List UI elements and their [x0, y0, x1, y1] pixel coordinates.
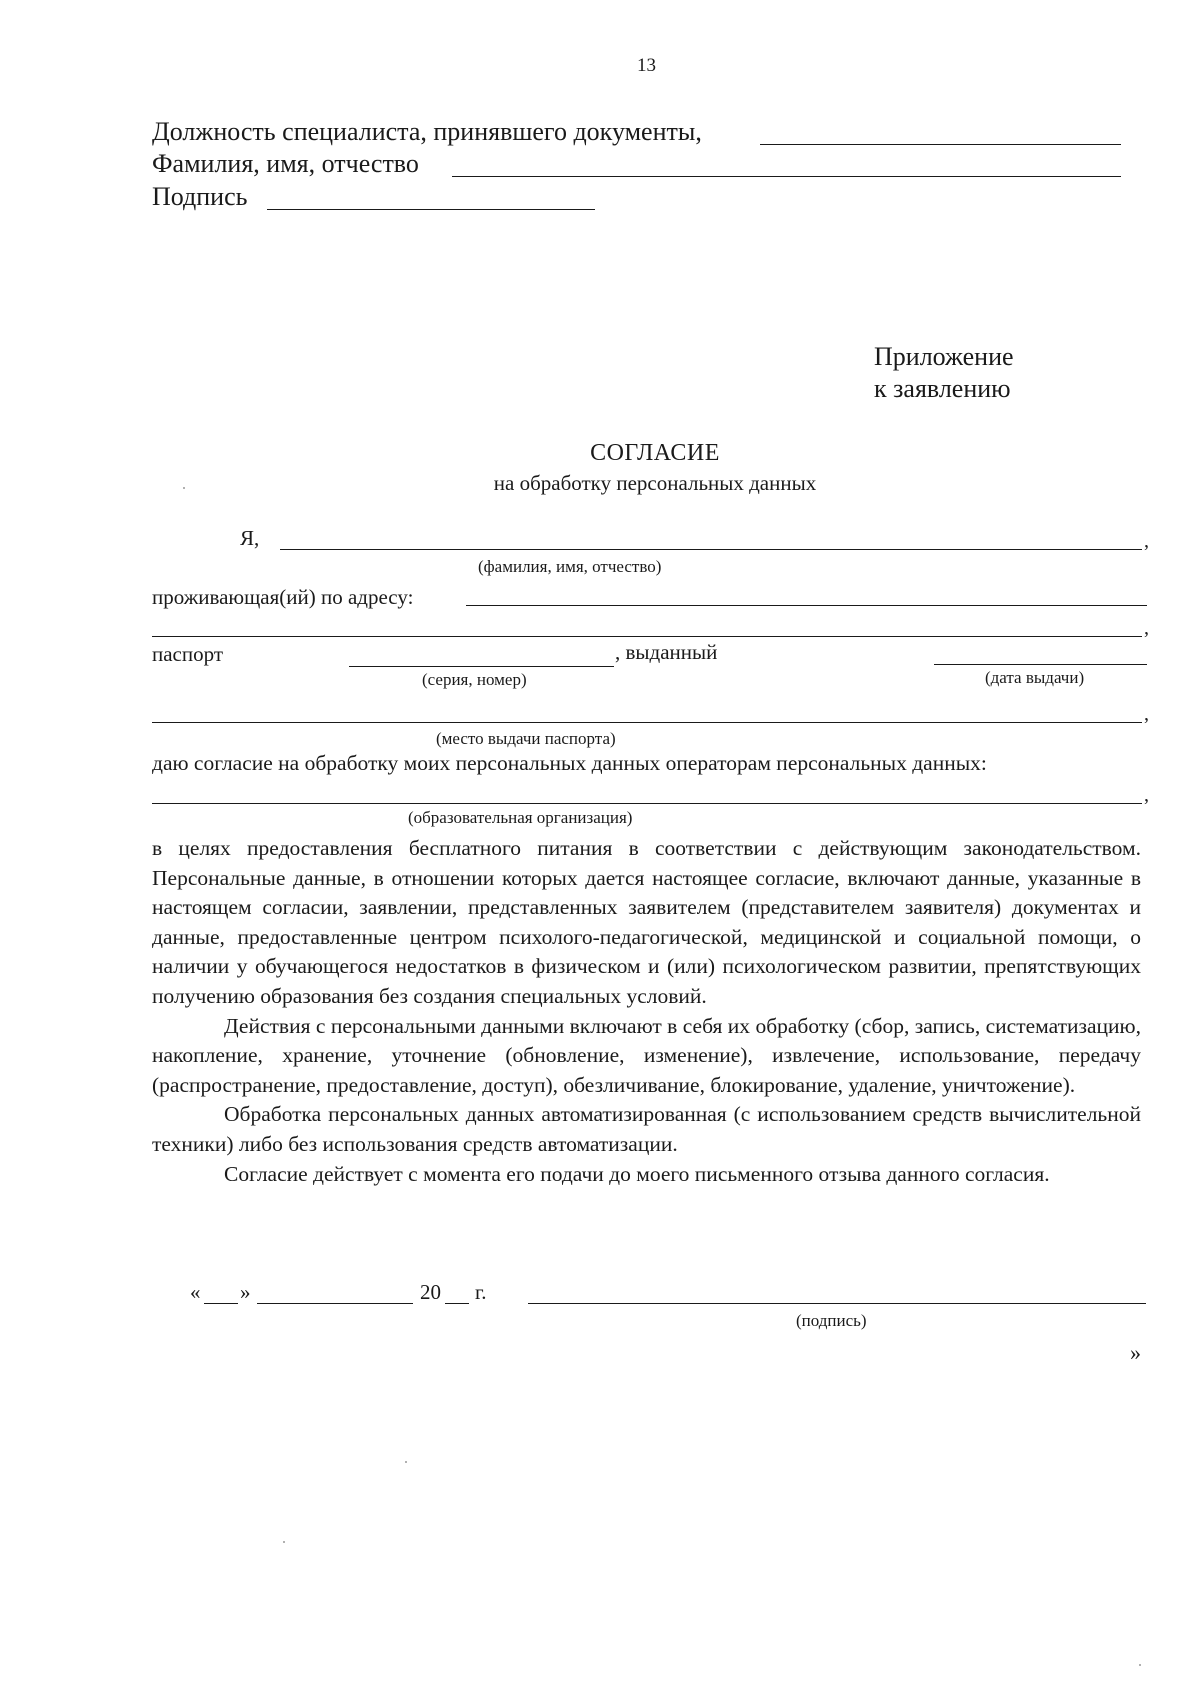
passport-issued-label: , выданный — [615, 640, 718, 664]
signature-caption: (подпись) — [796, 1311, 867, 1330]
date-day-field[interactable] — [204, 1303, 238, 1304]
i-label: Я, — [240, 526, 260, 550]
date-year-field[interactable] — [445, 1303, 469, 1304]
passport-place-caption: (место выдачи паспорта) — [436, 729, 616, 748]
closing-quote: » — [1130, 1340, 1141, 1365]
body-paragraph-validity: Согласие действует с момента его подачи до моего письменного отзыва данного согласия. — [224, 1161, 1050, 1186]
passport-series-field[interactable] — [349, 666, 614, 667]
scan-speck — [405, 1461, 407, 1463]
place-comma: , — [1144, 703, 1149, 725]
organization-comma: , — [1144, 784, 1149, 806]
date-month-field[interactable] — [257, 1303, 413, 1304]
scan-speck — [183, 487, 185, 489]
fio-field[interactable] — [280, 549, 1142, 550]
consent-body — [152, 834, 1141, 1189]
organization-field[interactable] — [152, 803, 1142, 804]
body-paragraph-processing: Обработка персональных данных автоматизированная (с использованием средств вычислительной техники) либо без использования средств автоматизации. — [152, 1102, 1141, 1156]
receiver-position-label: Должность специалиста, принявшего документы, — [152, 117, 702, 146]
appendix-sublabel: к заявлению — [874, 374, 1011, 403]
passport-date-caption: (дата выдачи) — [985, 668, 1085, 687]
passport-label: паспорт — [152, 642, 224, 666]
date-year-prefix: 20 — [420, 1280, 441, 1304]
body-paragraph-purpose: в целях предоставления бесплатного питания в соответствии с действующим законодательством. Персональные данные, в отношении которых дается настоящее согласие, включают данные, указанные в настоящем согласии, заявлении, представленных заявителем (представителем заявителя) документах и данные, предоставленные центром психолого-педагогической, медицинской и социальной помощи, о наличии у обучающегося недостатков в физическом и (или) психологическом развитии, препятствующих получению образования без создания специальных условий. — [152, 836, 1141, 1008]
date-open-quote: « — [190, 1280, 201, 1304]
passport-series-caption: (серия, номер) — [422, 670, 527, 689]
address-field-2[interactable] — [152, 636, 1142, 637]
appendix-label: Приложение — [874, 342, 1014, 371]
address-field-1[interactable] — [466, 605, 1147, 606]
receiver-position-field[interactable] — [760, 144, 1121, 145]
scan-speck — [283, 1541, 285, 1543]
fio-caption: (фамилия, имя, отчество) — [478, 557, 662, 576]
document-title: СОГЛАСИЕ — [590, 440, 720, 466]
signature-field[interactable] — [528, 1303, 1146, 1304]
address-label: проживающая(ий) по адресу: — [152, 585, 414, 609]
receiver-name-field[interactable] — [452, 176, 1121, 177]
passport-place-field[interactable] — [152, 722, 1142, 723]
organization-caption: (образовательная организация) — [408, 808, 633, 827]
passport-date-field[interactable] — [934, 664, 1147, 665]
receiver-name-label: Фамилия, имя, отчество — [152, 149, 419, 178]
scan-speck — [1139, 1664, 1141, 1666]
receiver-signature-field[interactable] — [267, 209, 595, 210]
date-close-quote: » — [240, 1280, 251, 1304]
document-subtitle: на обработку персональных данных — [493, 471, 817, 495]
page-number: 13 — [637, 55, 656, 76]
address-comma: , — [1144, 617, 1149, 639]
date-year-suffix: г. — [475, 1280, 487, 1304]
fio-comma: , — [1144, 530, 1149, 552]
consent-statement: даю согласие на обработку моих персональных данных операторам персональных данных: — [152, 751, 987, 775]
receiver-signature-label: Подпись — [152, 182, 248, 211]
body-paragraph-actions: Действия с персональными данными включают в себя их обработку (сбор, запись, систематизацию, накопление, хранение, уточнение (обновление, изменение), извлечение, использование, передачу (распространение, предоставление, доступ), обезличивание, блокирование, удаление, уничтожение). — [152, 1013, 1141, 1097]
